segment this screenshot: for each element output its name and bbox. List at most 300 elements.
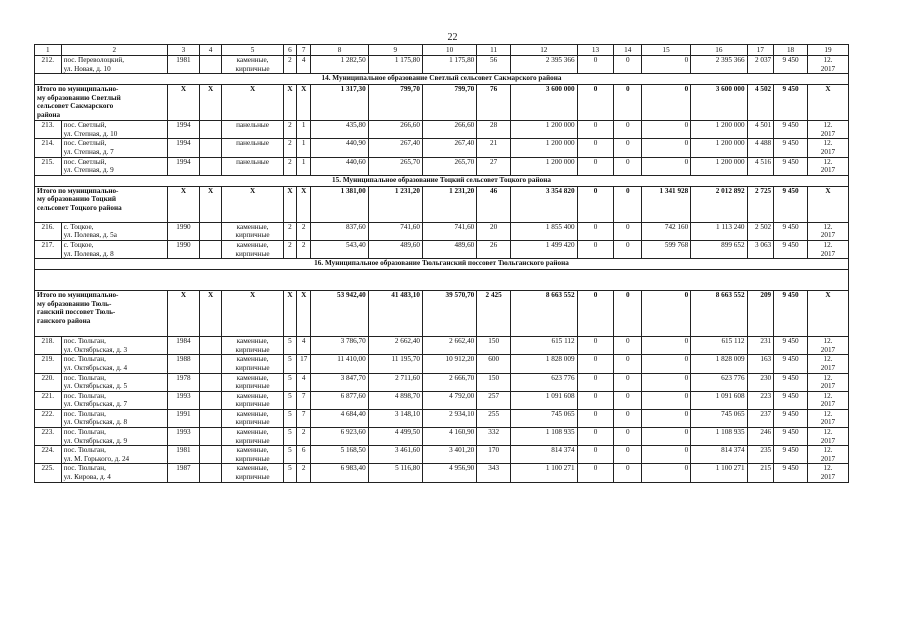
table-row — [35, 373, 849, 391]
table-cell: 266,60 — [368, 121, 422, 139]
table-cell: каменные, кирпичные — [222, 337, 283, 355]
table-cell: 4 516 — [747, 157, 774, 175]
table-cell: 1 108 935 — [691, 428, 747, 446]
table-cell: 0 — [614, 446, 642, 464]
table-cell — [199, 240, 222, 258]
column-header: 5 — [222, 45, 283, 56]
subtotal-cell: 0 — [577, 85, 614, 121]
table-cell: панельные — [222, 139, 283, 157]
table-cell: пос. Тюльган, ул. Октябрьская, д. 9 — [61, 428, 167, 446]
table-cell: 5 — [283, 428, 296, 446]
table-cell: 1 108 935 — [511, 428, 578, 446]
table-cell: 6 877,60 — [311, 391, 368, 409]
subtotal-cell: 9 450 — [774, 186, 808, 222]
table-cell: 0 — [577, 446, 614, 464]
table-cell: 9 450 — [774, 391, 808, 409]
table-cell: с. Тоцкое, ул. Полевая, д. 5а — [61, 222, 167, 240]
subtotal-cell: 4 502 — [747, 85, 774, 121]
table-row — [35, 222, 849, 240]
register-table — [34, 44, 849, 483]
table-cell — [199, 373, 222, 391]
table-cell: 1 282,50 — [311, 56, 368, 74]
table-cell: 219. — [35, 355, 62, 373]
subtotal-cell: X — [199, 291, 222, 337]
subtotal-cell: 46 — [477, 186, 511, 222]
table-cell: 1 100 271 — [691, 464, 747, 482]
table-cell: 0 — [577, 373, 614, 391]
table-cell: 265,70 — [422, 157, 476, 175]
subtotal-cell: 3 600 000 — [691, 85, 747, 121]
table-row — [35, 139, 849, 157]
table-cell — [199, 56, 222, 74]
table-cell — [199, 222, 222, 240]
table-cell: 0 — [577, 355, 614, 373]
table-cell — [199, 121, 222, 139]
table-cell: 0 — [642, 409, 691, 427]
table-cell: 12. 2017 — [807, 157, 848, 175]
table-cell: 12. 2017 — [807, 139, 848, 157]
subtotal-label: Итого по муниципально- му образованию Тюль- ганский поссовет Тюль- ганского района — [35, 291, 168, 337]
table-cell: 267,40 — [422, 139, 476, 157]
table-cell: 2 037 — [747, 56, 774, 74]
table-cell — [199, 337, 222, 355]
subtotal-cell: 1 231,20 — [422, 186, 476, 222]
table-cell: 1 — [297, 157, 311, 175]
table-cell: 223. — [35, 428, 62, 446]
subtotal-cell: 799,70 — [368, 85, 422, 121]
table-cell: 0 — [577, 121, 614, 139]
subtotal-cell: 76 — [477, 85, 511, 121]
table-cell: 4 684,40 — [311, 409, 368, 427]
table-cell: 3 786,70 — [311, 337, 368, 355]
table-cell: 1990 — [168, 240, 200, 258]
table-cell: пос. Тюльган, ул. Октябрьская, д. 8 — [61, 409, 167, 427]
table-cell: 4 — [297, 337, 311, 355]
table-cell: 1987 — [168, 464, 200, 482]
table-cell: 9 450 — [774, 446, 808, 464]
table-cell: 742 160 — [642, 222, 691, 240]
table-row — [35, 464, 849, 482]
table-row — [35, 391, 849, 409]
table-cell: 255 — [477, 409, 511, 427]
table-cell: 6 923,60 — [311, 428, 368, 446]
subtotal-cell: 3 600 000 — [511, 85, 578, 121]
table-cell: 1 200 000 — [691, 157, 747, 175]
table-cell: 5 — [283, 391, 296, 409]
subtotal-label: Итого по муниципально- му образованию Тоцкий сельсовет Тоцкого района — [35, 186, 168, 222]
table-cell: 266,60 — [422, 121, 476, 139]
table-cell: 2 — [283, 56, 296, 74]
table-cell: 0 — [614, 337, 642, 355]
subtotal-cell: X — [168, 291, 200, 337]
table-cell: 0 — [577, 337, 614, 355]
table-row — [35, 56, 849, 74]
subtotal-cell: X — [297, 186, 311, 222]
table-cell: 7 — [297, 409, 311, 427]
column-header: 14 — [614, 45, 642, 56]
table-cell: 1981 — [168, 56, 200, 74]
section-heading-row — [35, 259, 849, 270]
subtotal-cell: 2 725 — [747, 186, 774, 222]
table-cell: пос. Тюльган, ул. Октябрьская, д. 7 — [61, 391, 167, 409]
table-cell: пос. Тюльган, ул. Октябрьская, д. 3 — [61, 337, 167, 355]
table-cell: 2 — [297, 222, 311, 240]
table-cell: 1 200 000 — [691, 139, 747, 157]
subtotal-cell: 0 — [577, 186, 614, 222]
table-cell: 814 374 — [511, 446, 578, 464]
table-cell: 163 — [747, 355, 774, 373]
table-cell: 1993 — [168, 428, 200, 446]
table-cell: 5 — [283, 373, 296, 391]
subtotal-cell: 2 012 892 — [691, 186, 747, 222]
table-cell: 440,60 — [311, 157, 368, 175]
table-cell: 9 450 — [774, 121, 808, 139]
table-cell: 4 898,70 — [368, 391, 422, 409]
table-cell: 56 — [477, 56, 511, 74]
table-cell: 2 934,10 — [422, 409, 476, 427]
table-cell: 0 — [577, 222, 614, 240]
table-cell: каменные, кирпичные — [222, 56, 283, 74]
table-cell: каменные, кирпичные — [222, 446, 283, 464]
table-cell: 0 — [614, 157, 642, 175]
subtotal-cell: X — [168, 186, 200, 222]
table-cell: 4 499,50 — [368, 428, 422, 446]
table-cell: 2 — [297, 464, 311, 482]
table-cell: 615 112 — [691, 337, 747, 355]
table-cell: 224. — [35, 446, 62, 464]
table-cell: 265,70 — [368, 157, 422, 175]
subtotal-cell: 0 — [577, 291, 614, 337]
table-cell: пос. Тюльган, ул. Октябрьская, д. 4 — [61, 355, 167, 373]
table-cell: 2 666,70 — [422, 373, 476, 391]
table-cell: 1994 — [168, 157, 200, 175]
column-header: 3 — [168, 45, 200, 56]
subtotal-cell: 8 663 552 — [511, 291, 578, 337]
table-cell: 4 956,90 — [422, 464, 476, 482]
table-cell: 4 488 — [747, 139, 774, 157]
table-cell: 5 — [283, 446, 296, 464]
table-cell: 623 776 — [691, 373, 747, 391]
column-header: 6 — [283, 45, 296, 56]
table-cell: 0 — [577, 409, 614, 427]
table-row — [35, 446, 849, 464]
table-cell: 218. — [35, 337, 62, 355]
table-cell: 267,40 — [368, 139, 422, 157]
table-cell: 0 — [614, 240, 642, 258]
table-cell: 12. 2017 — [807, 373, 848, 391]
table-cell: 4 — [297, 56, 311, 74]
table-cell: 3 847,70 — [311, 373, 368, 391]
table-cell: 17 — [297, 355, 311, 373]
table-cell: 9 450 — [774, 464, 808, 482]
subtotal-cell: 0 — [642, 85, 691, 121]
table-cell — [199, 391, 222, 409]
table-cell: 12. 2017 — [807, 391, 848, 409]
subtotal-cell: 9 450 — [774, 291, 808, 337]
subtotal-cell: 0 — [642, 291, 691, 337]
table-cell: 223 — [747, 391, 774, 409]
subtotal-row — [35, 291, 849, 337]
table-cell: пос. Тюльган, ул. Кирова, д. 4 — [61, 464, 167, 482]
table-cell: 4 — [297, 373, 311, 391]
table-cell: 0 — [642, 391, 691, 409]
blank-row — [35, 270, 849, 291]
table-cell: 0 — [577, 428, 614, 446]
table-cell: 837,60 — [311, 222, 368, 240]
table-cell: 600 — [477, 355, 511, 373]
table-cell: 217. — [35, 240, 62, 258]
table-cell: 1 855 400 — [511, 222, 578, 240]
table-cell: 2 — [283, 222, 296, 240]
table-cell — [199, 139, 222, 157]
table-cell: 0 — [642, 337, 691, 355]
table-cell — [199, 157, 222, 175]
subtotal-cell: X — [283, 186, 296, 222]
column-header: 4 — [199, 45, 222, 56]
table-cell: 0 — [577, 464, 614, 482]
table-cell: 5 168,50 — [311, 446, 368, 464]
table-cell: 216. — [35, 222, 62, 240]
table-row — [35, 428, 849, 446]
table-cell: 1 175,80 — [422, 56, 476, 74]
table-cell — [199, 355, 222, 373]
table-cell: 235 — [747, 446, 774, 464]
table-cell: каменные, кирпичные — [222, 464, 283, 482]
subtotal-cell: X — [807, 85, 848, 121]
subtotal-label: Итого по муниципально- му образованию Светлый сельсовет Сакмарского района — [35, 85, 168, 121]
subtotal-cell: X — [283, 291, 296, 337]
subtotal-cell: X — [222, 85, 283, 121]
subtotal-cell: X — [297, 291, 311, 337]
table-cell: 12. 2017 — [807, 464, 848, 482]
subtotal-cell: 2 425 — [477, 291, 511, 337]
subtotal-cell: X — [199, 85, 222, 121]
table-cell: 1 100 271 — [511, 464, 578, 482]
column-header: 8 — [311, 45, 368, 56]
table-cell — [199, 464, 222, 482]
table-cell: 12. 2017 — [807, 222, 848, 240]
table-cell: 231 — [747, 337, 774, 355]
table-cell: 9 450 — [774, 157, 808, 175]
table-cell: 1994 — [168, 121, 200, 139]
table-cell: панельные — [222, 157, 283, 175]
table-cell: 1 200 000 — [511, 139, 578, 157]
table-cell: 1 175,80 — [368, 56, 422, 74]
table-cell: 2 711,60 — [368, 373, 422, 391]
table-cell: 6 — [297, 446, 311, 464]
table-cell: 12. 2017 — [807, 409, 848, 427]
subtotal-cell: X — [807, 291, 848, 337]
subtotal-cell: 39 570,70 — [422, 291, 476, 337]
page-number: 22 — [447, 32, 458, 43]
table-cell: 0 — [614, 222, 642, 240]
table-cell: 1 113 240 — [691, 222, 747, 240]
section-heading-row — [35, 74, 849, 85]
table-cell: 5 — [283, 337, 296, 355]
table-cell: 0 — [642, 464, 691, 482]
subtotal-cell: 1 381,00 — [311, 186, 368, 222]
subtotal-cell: X — [222, 186, 283, 222]
table-cell: 435,80 — [311, 121, 368, 139]
table-cell: 623 776 — [511, 373, 578, 391]
table-cell: пос. Тюльган, ул. Октябрьская, д. 5 — [61, 373, 167, 391]
table-cell: 221. — [35, 391, 62, 409]
section-heading: 15. Муниципальное образование Тоцкий сельсовет Тоцкого района — [35, 175, 849, 186]
subtotal-cell: 799,70 — [422, 85, 476, 121]
table-cell: 1 499 420 — [511, 240, 578, 258]
table-cell: 9 450 — [774, 56, 808, 74]
table-cell: 7 — [297, 391, 311, 409]
table-cell: 0 — [642, 157, 691, 175]
column-header: 17 — [747, 45, 774, 56]
table-cell: 0 — [614, 464, 642, 482]
table-cell: 12. 2017 — [807, 355, 848, 373]
table-cell: 0 — [577, 240, 614, 258]
table-row — [35, 409, 849, 427]
table-cell: 0 — [642, 121, 691, 139]
table-cell: 0 — [614, 428, 642, 446]
table-cell: каменные, кирпичные — [222, 391, 283, 409]
table-cell — [199, 409, 222, 427]
subtotal-cell: 209 — [747, 291, 774, 337]
table-cell: каменные, кирпичные — [222, 428, 283, 446]
table-cell: 12. 2017 — [807, 337, 848, 355]
table-cell: 741,60 — [422, 222, 476, 240]
column-header: 7 — [297, 45, 311, 56]
table-row — [35, 337, 849, 355]
table-cell: 1 200 000 — [691, 121, 747, 139]
table-cell: 9 450 — [774, 355, 808, 373]
subtotal-cell: 9 450 — [774, 85, 808, 121]
table-cell: 11 195,70 — [368, 355, 422, 373]
table-cell: 440,90 — [311, 139, 368, 157]
table-cell: 0 — [614, 373, 642, 391]
blank-cell — [35, 270, 849, 291]
column-header: 2 — [61, 45, 167, 56]
subtotal-row — [35, 186, 849, 222]
column-header: 11 — [477, 45, 511, 56]
table-row — [35, 157, 849, 175]
table-cell: 230 — [747, 373, 774, 391]
subtotal-row — [35, 85, 849, 121]
table-cell: 0 — [614, 121, 642, 139]
table-cell: 1 828 009 — [511, 355, 578, 373]
table-cell: 0 — [614, 56, 642, 74]
table-cell: 3 461,60 — [368, 446, 422, 464]
table-cell: 1 200 000 — [511, 121, 578, 139]
table-cell: 0 — [577, 391, 614, 409]
table-cell: 5 116,80 — [368, 464, 422, 482]
table-cell: 4 160,90 — [422, 428, 476, 446]
table-cell: 26 — [477, 240, 511, 258]
table-cell: 225. — [35, 464, 62, 482]
table-cell: 12. 2017 — [807, 121, 848, 139]
subtotal-cell: 0 — [614, 186, 642, 222]
table-cell: 10 912,20 — [422, 355, 476, 373]
table-cell: 0 — [577, 56, 614, 74]
table-cell: пос. Светлый, ул. Степная, д. 9 — [61, 157, 167, 175]
table-cell: 1 828 009 — [691, 355, 747, 373]
column-header: 12 — [511, 45, 578, 56]
table-cell: 170 — [477, 446, 511, 464]
table-cell: 2 502 — [747, 222, 774, 240]
column-header: 16 — [691, 45, 747, 56]
table-row — [35, 240, 849, 258]
table-cell: 20 — [477, 222, 511, 240]
table-cell: 0 — [642, 56, 691, 74]
table-cell: 0 — [642, 139, 691, 157]
table-cell: 0 — [614, 355, 642, 373]
table-cell: каменные, кирпичные — [222, 240, 283, 258]
table-cell — [199, 428, 222, 446]
table-cell: 745 065 — [511, 409, 578, 427]
table-cell: 0 — [614, 391, 642, 409]
subtotal-cell: 3 354 820 — [511, 186, 578, 222]
subtotal-cell: X — [297, 85, 311, 121]
table-cell: 9 450 — [774, 222, 808, 240]
column-header: 10 — [422, 45, 476, 56]
table-cell: 2 395 366 — [511, 56, 578, 74]
table-cell: 543,40 — [311, 240, 368, 258]
table-cell: 9 450 — [774, 240, 808, 258]
table-cell: 1993 — [168, 391, 200, 409]
table-cell: 2 662,40 — [368, 337, 422, 355]
table-cell: панельные — [222, 121, 283, 139]
table-cell: 21 — [477, 139, 511, 157]
section-heading: 16. Муниципальное образование Тюльганский поссовет Тюльганского района — [35, 259, 849, 270]
table-cell: 213. — [35, 121, 62, 139]
table-cell: 2 — [283, 157, 296, 175]
subtotal-cell: X — [168, 85, 200, 121]
table-cell: 0 — [614, 409, 642, 427]
table-cell: 2 — [283, 139, 296, 157]
table-cell: 246 — [747, 428, 774, 446]
column-header: 15 — [642, 45, 691, 56]
table-cell: 9 450 — [774, 409, 808, 427]
subtotal-cell: 53 942,40 — [311, 291, 368, 337]
table-cell: 3 401,20 — [422, 446, 476, 464]
table-cell: каменные, кирпичные — [222, 409, 283, 427]
table-cell: пос. Светлый, ул. Степная, д. 7 — [61, 139, 167, 157]
table-cell: 599 768 — [642, 240, 691, 258]
table-cell: 214. — [35, 139, 62, 157]
table-cell: 27 — [477, 157, 511, 175]
subtotal-cell: 41 483,10 — [368, 291, 422, 337]
table-cell: 215 — [747, 464, 774, 482]
table-header-row — [35, 45, 849, 56]
table-cell: 1991 — [168, 409, 200, 427]
table-cell: 2 — [283, 240, 296, 258]
table-row — [35, 121, 849, 139]
table-cell: 2 395 366 — [691, 56, 747, 74]
table-cell: 1 — [297, 139, 311, 157]
table-cell: 489,60 — [422, 240, 476, 258]
table-cell: 2 662,40 — [422, 337, 476, 355]
table-cell: 6 983,40 — [311, 464, 368, 482]
table-cell: 12. 2017 — [807, 446, 848, 464]
table-cell: 12. 2017 — [807, 428, 848, 446]
table-cell: 12. 2017 — [807, 56, 848, 74]
table-cell: пос. Светлый, ул. Степная, д. 10 — [61, 121, 167, 139]
table-cell: 2 — [283, 121, 296, 139]
table-cell: пос. Тюльган, ул. М. Горького, д. 24 — [61, 446, 167, 464]
table-cell: 4 501 — [747, 121, 774, 139]
table-cell: 220. — [35, 373, 62, 391]
section-heading-row — [35, 175, 849, 186]
table-cell: 1 091 608 — [691, 391, 747, 409]
table-cell: 9 450 — [774, 139, 808, 157]
subtotal-cell: X — [807, 186, 848, 222]
